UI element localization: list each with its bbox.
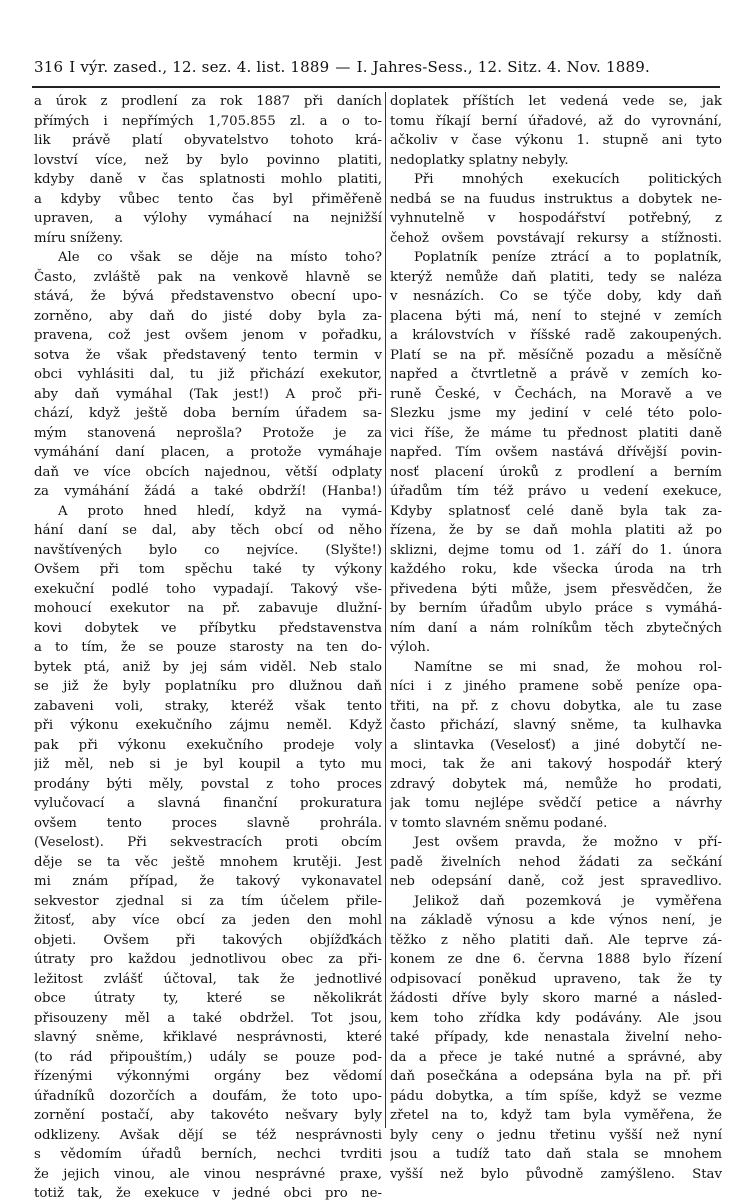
text-line: neb odepsání daně, což jest spravedlivo. [390, 874, 722, 889]
text-line: žádosti dříve byly skoro marné a násled- [390, 991, 722, 1006]
text-line: sotva že však představený tento termin v [34, 347, 382, 363]
text-line: bytek ptá, aniž by jej sám viděl. Neb stalo [34, 659, 382, 675]
text-line: Často, zvláště pak na venkově hlavně se [34, 269, 382, 285]
text-line: obce útraty ty, které se několikrát [34, 991, 382, 1006]
text-line: za vymáhání žádá a také obdrží! (Hanba!) [34, 484, 382, 499]
header-dash: — [335, 58, 351, 76]
text-line: stává, že bývá představenstvo obecní upo- [34, 289, 382, 304]
text-line: Poplatník peníze ztrácí a to poplatník, [413, 250, 722, 265]
text-line: odklizeny. Avšak dějí se též nesprávnosti [34, 1127, 382, 1143]
text-line: daň ve více obcích najednou, větší odplaty [34, 464, 382, 480]
text-line: děje se ta věc ještě mnohem krutěji. Jest [34, 854, 382, 870]
text-line: kterýž nemůže daň platiti, tedy se naléza [390, 269, 722, 285]
text-line: mým stanovená neprošla? Protože je za [34, 425, 382, 441]
text-line: jak tomu nejlépe svědčí petice a návrhy [390, 796, 722, 811]
text-line: nosť placení úroků z prodlení a berním [390, 464, 722, 480]
text-line: lik právě platí obyvatelstvo tohoto krá- [34, 133, 382, 148]
text-line: řízenými výkonnými orgány bez vědomí [34, 1069, 382, 1084]
text-line: nedbá se na fuudus instruktus a dobytek ne- [390, 191, 722, 207]
text-line: runě České, v Čechách, na Moravě a ve [390, 386, 722, 402]
text-line: vici říše, že máme tu přednost platiti daně [390, 425, 722, 441]
text-line: sekvestor zjednal si za tím účelem přile- [34, 893, 382, 909]
text-line: přímých i nepřímých 1,705.855 zl. a o to- [34, 113, 382, 129]
text-line: zřetel na to, když tam byla vyměřena, že [390, 1108, 722, 1123]
text-line: odpisovací poněkud upraveno, tak že ty [390, 971, 722, 987]
text-line: totiž tak, že exekuce v jedné obci pro ne- [34, 1186, 382, 1201]
text-line: mi znám případ, že takový vykonavatel [34, 874, 382, 889]
text-line: se již že byly poplatníku pro dlužnou daň [34, 679, 382, 694]
text-line: doplatek příštích let vedená vede se, jak [390, 94, 722, 109]
text-line: Platí se na př. měsíčně pozadu a měsíčně [390, 347, 722, 363]
text-line: chází, když ještě doba berním úřadem sa- [34, 406, 382, 421]
text-line: ním daní a nám rolníkům těch zbytečných [390, 620, 722, 636]
text-line: nedoplatky splatny nebyly. [390, 152, 569, 168]
text-line: obci vyhlásiti dal, tu již přichází exekutor, [34, 367, 382, 382]
text-line: tomu říkají berní úřadové, až do vyrovnání, [390, 113, 722, 129]
text-line: byly ceny o jednu třetinu vyšší než nyní [390, 1127, 722, 1143]
text-line: ačkoliv v čase výkonu 1. stupně ani tyto [390, 133, 722, 148]
session-czech: I výr. zased., 12. sez. 4. list. 1889 [69, 58, 330, 76]
text-line: a úrok z prodlení za rok 1887 při daních [34, 94, 382, 109]
text-line: zdravý dobytek má, nemůže ho prodati, [390, 776, 722, 792]
text-line: konem ze dne 6. června 1888 bylo řízení [390, 952, 722, 967]
text-line: často přichází, slavný sněme, ta kulhavka [390, 718, 722, 733]
text-line: Jelikož daň pozemková je vyměřena [413, 893, 722, 909]
text-line: upraven, a výlohy vymáhací na nejnižší [34, 211, 382, 226]
text-line: žitosť, aby více obcí za jeden den mohl [34, 913, 382, 928]
text-line: A proto hned hledí, když na vymá- [57, 503, 382, 519]
text-line: sklizni, dejme tomu od 1. září do 1. února [390, 542, 722, 558]
text-line: těžko z něho platiti daň. Ale teprve zá- [390, 932, 722, 948]
text-line: vyšší než bylo původně zamýšleno. Stav [390, 1166, 722, 1182]
text-line: Kdyby splatnosť celé daně byla tak za- [390, 503, 722, 519]
text-line: již měl, neb si je byl koupil a tyto mu [34, 757, 382, 772]
text-line: Při mnohých exekucích politických [413, 172, 722, 187]
text-line: pádu dobytka, a tím spíše, když se vezme [390, 1088, 722, 1104]
text-line: a slintavka (Veselosť) a jiné dobytčí ne- [390, 737, 722, 753]
text-line: zabaveni voli, straky, kteréž však tento [34, 698, 382, 714]
text-line: Ovšem při tom spěchu také ty výkony [34, 562, 382, 577]
text-line: slavný sněme, křiklavé nesprávnosti, které [34, 1030, 382, 1045]
text-line: objeti. Ovšem při takových objížďkách [34, 932, 382, 948]
text-line: placena býti má, není to stejné v zemích [390, 308, 722, 324]
text-line: každého roku, kde všecka úroda na trh [390, 562, 722, 577]
text-line: navštívených bylo co nejvíce. (Slyšte!) [34, 542, 382, 558]
text-line: a kdyby vůbec tento čas byl přiměřeně [34, 191, 382, 207]
text-line: ležitost zvlášť účtoval, tak že jednotlivé [34, 971, 382, 987]
text-line: Namítne se mi snad, že mohou rol- [413, 659, 722, 675]
text-line: útraty pro každou jednotlivou obec za při- [34, 952, 382, 967]
text-line: Jest ovšem pravda, že možno v pří- [413, 835, 722, 850]
text-line: také případy, kde nenastala živelní neho- [390, 1030, 722, 1045]
text-line: aby daň vymáhal (Tak jest!) A proč při- [34, 386, 382, 402]
text-line: vyhnutelně v hospodářství potřebný, z [390, 211, 722, 226]
text-line: v nesnázích. Co se týče doby, kdy daň [390, 289, 722, 304]
text-line: kovi dobytek ve příbytku představenstva [34, 620, 382, 636]
text-line: vymáhání daní placen, a protože vymáhaje [34, 445, 382, 460]
text-line: jsou a tudíž tato daň stala se mnohem [390, 1147, 722, 1162]
text-line: daň posečkána a odepsána byla na př. při [390, 1069, 722, 1084]
text-line: pak při výkonu exekučního prodeje voly [34, 737, 382, 753]
text-line: zorněno, aby daň do jisté doby byla za- [34, 308, 382, 324]
text-line: prodány býti měly, povstal z toho proces [34, 776, 382, 792]
text-line: s vědomím úřadů berních, nechci tvrditi [34, 1147, 382, 1162]
text-line: ovšem tento proces slavně prohrála. [34, 815, 382, 831]
text-line: třiti, na př. z chovu dobytka, ale tu zase [390, 698, 722, 714]
text-line: v tomto slavném sněmu podané. [390, 815, 608, 831]
text-line: napřed a čtvrtletně a právě v zemích ko- [390, 367, 722, 382]
text-line: vylučovací a slavná finanční prokuratura [34, 796, 382, 811]
text-line: hání daní se dal, aby těch obcí od něho [34, 523, 382, 538]
header-rule [32, 86, 720, 88]
text-line: kem toho zřídka kdy podávány. Ale jsou [390, 1010, 722, 1026]
text-line: lovství více, než by bylo povinno platiti, [34, 152, 382, 168]
text-line: Slezku jsme my jediní v celé této polo- [390, 406, 722, 421]
text-line: a to tím, že se pouze starosty na ten do- [34, 640, 382, 655]
left-column [34, 92, 382, 1204]
text-line: napřed. Tím ovšem nastává dřívější povin- [390, 445, 722, 460]
text-line: níci i z jiného pramene sobě peníze opa- [390, 679, 722, 694]
text-line: moci, tak že ani takový hospodář který [390, 757, 722, 772]
text-line: úřadům tím též právo u vedení exekuce, [390, 484, 722, 499]
session-german: I. Jahres-Sess., 12. Sitz. 4. Nov. 1889. [356, 58, 650, 76]
page-header [34, 58, 714, 76]
page-number: 316 [34, 58, 64, 76]
text-line: pravena, což jest ovšem jenom v pořadku, [34, 328, 382, 343]
text-line: přivedena býti může, jsem přesvědčen, že [390, 581, 722, 597]
text-line: při výkonu exekučního zájmu neměl. Když [34, 718, 382, 733]
text-line: výloh. [390, 640, 431, 655]
text-line: úřadníků dozorčích a doufám, že toto upo- [34, 1088, 382, 1104]
text-line: na základě výnosu a kde výnos není, je [390, 913, 722, 928]
right-column [390, 92, 722, 1184]
text-line: padě živelních nehod žádati za sečkání [390, 854, 722, 870]
text-line: by berním úřadům ubylo práce s vymáhá- [390, 601, 722, 616]
text-line: mohoucí exekutor na př. zabavuje dlužní- [34, 601, 382, 616]
column-divider [385, 92, 386, 1128]
text-line: exekuční podlé toho vypadají. Takový vše- [34, 581, 382, 597]
text-line: (Veselost). Při sekvestracích proti obcím [34, 835, 382, 850]
text-line: da a přece je také nutné a správné, aby [390, 1049, 722, 1065]
text-line: kdyby daně v čas splatnosti mohlo platiti, [34, 172, 382, 187]
text-line: Ale co však se děje na místo toho? [57, 250, 382, 265]
text-line: míru sníženy. [34, 230, 124, 246]
text-line: řízena, že by se daň mohla platiti až po [390, 523, 722, 538]
text-line: čehož ovšem povstávají rekursy a stížnosti. [390, 230, 722, 246]
text-line: zornění postačí, aby takovéto nešvary byly [34, 1108, 382, 1123]
text-line: přisouzeny měl a také obdržel. Tot jsou, [34, 1010, 382, 1026]
text-line: (to rád připouštím,) udály se pouze pod- [34, 1049, 382, 1065]
text-line: a královstvích v říšské radě zakoupených. [390, 328, 722, 343]
text-line: že jejich vinou, ale vinou nesprávné praxe, [34, 1166, 382, 1182]
